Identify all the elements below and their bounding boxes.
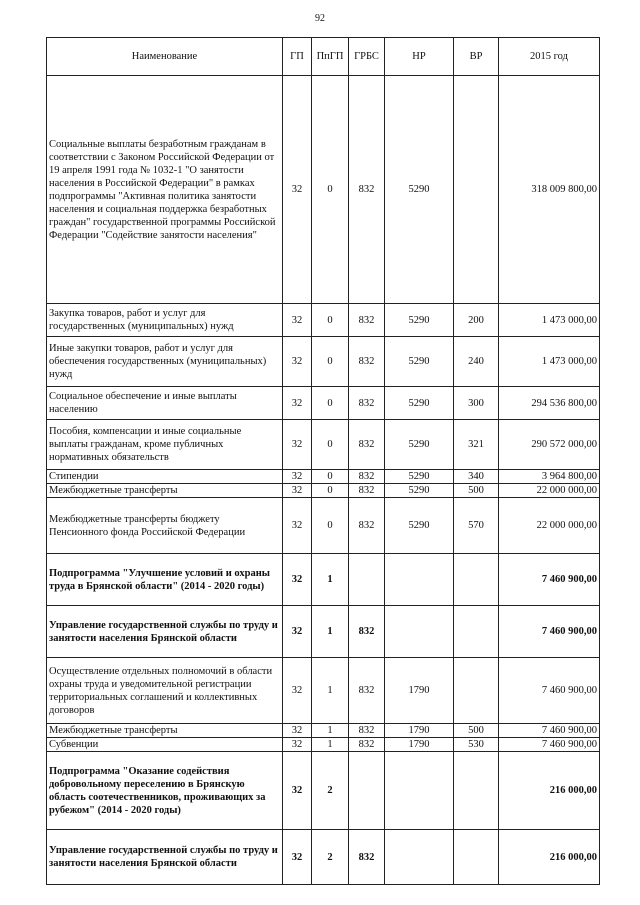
cell-nr: 1790: [385, 658, 454, 724]
table-row: [47, 554, 600, 606]
cell-name: Осуществление отдельных полномочий в области охраны труда и уведомительной регистрации территориальных соглашений и коллективных договоров: [47, 658, 283, 724]
cell-name: Иные закупки товаров, работ и услуг для обеспечения государственных (муниципальных) нужд: [47, 337, 283, 387]
cell-gp: 32: [283, 606, 312, 658]
cell-nr: [385, 606, 454, 658]
cell-grbs: 832: [349, 498, 385, 554]
cell-grbs: 832: [349, 420, 385, 470]
header-ppgp: ПпГП: [312, 38, 349, 76]
table-row: [47, 830, 600, 885]
cell-amount: 318 009 800,00: [499, 76, 600, 304]
cell-gp: 32: [283, 420, 312, 470]
cell-grbs: 832: [349, 387, 385, 420]
cell-name: Межбюджетные трансферты: [47, 484, 283, 498]
cell-gp: 32: [283, 724, 312, 738]
cell-vr: [454, 606, 499, 658]
cell-nr: [385, 554, 454, 606]
cell-nr: [385, 830, 454, 885]
header-name: Наименование: [47, 38, 283, 76]
cell-vr: 340: [454, 470, 499, 484]
cell-gp: 32: [283, 738, 312, 752]
cell-grbs: 832: [349, 304, 385, 337]
cell-ppgp: 1: [312, 658, 349, 724]
cell-grbs: [349, 752, 385, 830]
cell-amount: 7 460 900,00: [499, 554, 600, 606]
cell-vr: [454, 554, 499, 606]
cell-amount: 7 460 900,00: [499, 724, 600, 738]
cell-gp: 32: [283, 830, 312, 885]
cell-gp: 32: [283, 658, 312, 724]
table-row: [47, 304, 600, 337]
table-row: [47, 76, 600, 304]
cell-ppgp: 0: [312, 484, 349, 498]
cell-grbs: 832: [349, 830, 385, 885]
cell-amount: 216 000,00: [499, 830, 600, 885]
cell-gp: 32: [283, 337, 312, 387]
table-row: [47, 470, 600, 484]
cell-grbs: [349, 554, 385, 606]
cell-amount: 7 460 900,00: [499, 738, 600, 752]
cell-nr: 5290: [385, 498, 454, 554]
cell-vr: [454, 830, 499, 885]
cell-name: Социальные выплаты безработным гражданам в соответствии с Законом Российской Федерации от 19 апреля 1991 года № 1032-1 "О занятости населения в Российской Федерации" в рамках подпрограммы "Активная политика занятости населения и социальная поддержка безработных граждан" государственной программы Российской Федерации "Содействие занятости населения": [47, 76, 283, 304]
cell-nr: 5290: [385, 387, 454, 420]
table-row: [47, 498, 600, 554]
cell-vr: 570: [454, 498, 499, 554]
cell-ppgp: 2: [312, 830, 349, 885]
cell-grbs: 832: [349, 724, 385, 738]
cell-grbs: 832: [349, 337, 385, 387]
cell-name: Подпрограмма "Улучшение условий и охраны труда в Брянской области" (2014 - 2020 годы): [47, 554, 283, 606]
cell-nr: 5290: [385, 304, 454, 337]
table-row: [47, 724, 600, 738]
cell-gp: 32: [283, 470, 312, 484]
cell-nr: 5290: [385, 470, 454, 484]
cell-grbs: 832: [349, 484, 385, 498]
table-header: [47, 38, 600, 76]
cell-gp: 32: [283, 554, 312, 606]
cell-name: Межбюджетные трансферты бюджету Пенсионного фонда Российской Федерации: [47, 498, 283, 554]
cell-gp: 32: [283, 498, 312, 554]
cell-vr: [454, 752, 499, 830]
cell-name: Управление государственной службы по труду и занятости населения Брянской области: [47, 606, 283, 658]
cell-amount: 22 000 000,00: [499, 498, 600, 554]
cell-vr: 200: [454, 304, 499, 337]
table-row: [47, 752, 600, 830]
cell-vr: 240: [454, 337, 499, 387]
cell-gp: 32: [283, 484, 312, 498]
cell-ppgp: 1: [312, 738, 349, 752]
cell-gp: 32: [283, 304, 312, 337]
cell-ppgp: 0: [312, 498, 349, 554]
cell-amount: 290 572 000,00: [499, 420, 600, 470]
cell-grbs: 832: [349, 76, 385, 304]
cell-ppgp: 1: [312, 606, 349, 658]
cell-nr: 5290: [385, 76, 454, 304]
page-number: 92: [315, 13, 325, 24]
cell-amount: 22 000 000,00: [499, 484, 600, 498]
header-nr: НР: [385, 38, 454, 76]
cell-grbs: 832: [349, 738, 385, 752]
cell-ppgp: 0: [312, 76, 349, 304]
cell-nr: 5290: [385, 337, 454, 387]
cell-nr: 1790: [385, 724, 454, 738]
table-row: [47, 606, 600, 658]
cell-amount: 216 000,00: [499, 752, 600, 830]
cell-vr: 500: [454, 484, 499, 498]
cell-amount: 7 460 900,00: [499, 606, 600, 658]
table-row: [47, 658, 600, 724]
table-row: [47, 420, 600, 470]
cell-grbs: 832: [349, 606, 385, 658]
cell-vr: 300: [454, 387, 499, 420]
cell-nr: 1790: [385, 738, 454, 752]
cell-grbs: 832: [349, 658, 385, 724]
header-year: 2015 год: [499, 38, 600, 76]
cell-name: Закупка товаров, работ и услуг для государственных (муниципальных) нужд: [47, 304, 283, 337]
cell-grbs: 832: [349, 470, 385, 484]
cell-ppgp: 0: [312, 420, 349, 470]
cell-ppgp: 2: [312, 752, 349, 830]
cell-nr: 5290: [385, 420, 454, 470]
cell-name: Управление государственной службы по труду и занятости населения Брянской области: [47, 830, 283, 885]
cell-vr: [454, 658, 499, 724]
table-row: [47, 484, 600, 498]
cell-ppgp: 0: [312, 470, 349, 484]
cell-vr: 321: [454, 420, 499, 470]
cell-amount: 3 964 800,00: [499, 470, 600, 484]
cell-vr: [454, 76, 499, 304]
cell-ppgp: 0: [312, 387, 349, 420]
cell-name: Подпрограмма "Оказание содействия добровольному переселению в Брянскую область соотечественников, проживающих за рубежом" (2014 - 2020 годы): [47, 752, 283, 830]
cell-gp: 32: [283, 76, 312, 304]
budget-table: [46, 37, 600, 885]
cell-ppgp: 0: [312, 337, 349, 387]
cell-ppgp: 1: [312, 724, 349, 738]
table-row: [47, 738, 600, 752]
cell-gp: 32: [283, 752, 312, 830]
cell-ppgp: 1: [312, 554, 349, 606]
cell-amount: 7 460 900,00: [499, 658, 600, 724]
cell-name: Субвенции: [47, 738, 283, 752]
cell-nr: 5290: [385, 484, 454, 498]
cell-amount: 1 473 000,00: [499, 337, 600, 387]
cell-nr: [385, 752, 454, 830]
cell-ppgp: 0: [312, 304, 349, 337]
cell-name: Стипендии: [47, 470, 283, 484]
cell-gp: 32: [283, 387, 312, 420]
table-row: [47, 337, 600, 387]
table-row: [47, 387, 600, 420]
cell-amount: 294 536 800,00: [499, 387, 600, 420]
cell-name: Межбюджетные трансферты: [47, 724, 283, 738]
header-gp: ГП: [283, 38, 312, 76]
cell-vr: 530: [454, 738, 499, 752]
cell-name: Социальное обеспечение и иные выплаты населению: [47, 387, 283, 420]
header-grbs: ГРБС: [349, 38, 385, 76]
cell-name: Пособия, компенсации и иные социальные выплаты гражданам, кроме публичных нормативных обязательств: [47, 420, 283, 470]
header-vr: ВР: [454, 38, 499, 76]
cell-amount: 1 473 000,00: [499, 304, 600, 337]
cell-vr: 500: [454, 724, 499, 738]
